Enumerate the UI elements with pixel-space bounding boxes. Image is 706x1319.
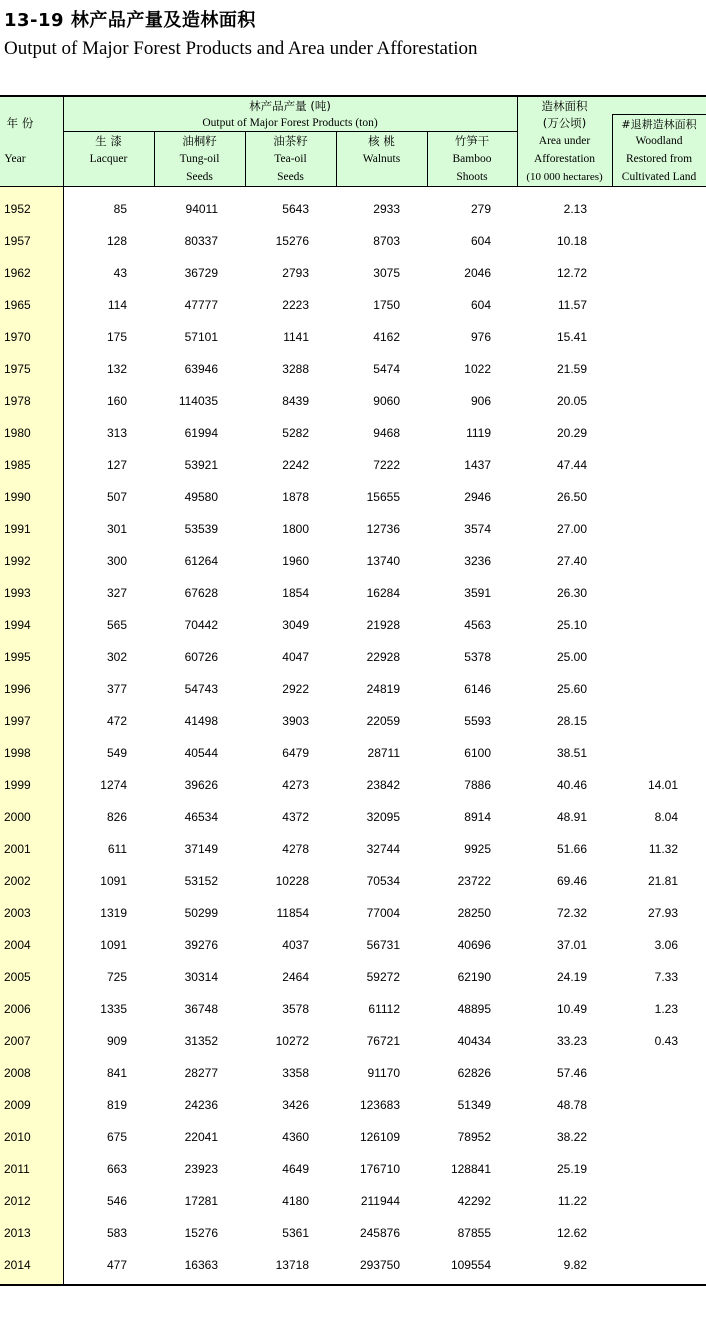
cell-walnut: 16284 bbox=[366, 586, 400, 600]
cell-lacquer: 826 bbox=[106, 810, 127, 824]
cell-woodland: 11.32 bbox=[648, 842, 678, 856]
cell-area: 12.62 bbox=[556, 1226, 587, 1240]
cell-tea: 1960 bbox=[282, 554, 309, 568]
cell-tung: 54743 bbox=[184, 682, 218, 696]
cell-area: 38.22 bbox=[556, 1130, 587, 1144]
cell-tung: 53921 bbox=[184, 458, 218, 472]
cell-walnut: 56731 bbox=[366, 938, 400, 952]
header-bottom-rule bbox=[0, 186, 706, 187]
cell-lacquer: 909 bbox=[106, 1034, 127, 1048]
cell-walnut: 7222 bbox=[373, 458, 400, 472]
cell-bamboo: 279 bbox=[470, 202, 491, 216]
cell-tea: 3358 bbox=[282, 1066, 309, 1080]
row-year: 2010 bbox=[4, 1130, 31, 1144]
cell-walnut: 9060 bbox=[373, 394, 400, 408]
cell-lacquer: 663 bbox=[106, 1162, 127, 1176]
header-bamboo-en1: Bamboo bbox=[452, 153, 492, 165]
cell-walnut: 59272 bbox=[366, 970, 400, 984]
cell-woodland: 8.04 bbox=[654, 810, 678, 824]
cell-woodland: 14.01 bbox=[647, 778, 678, 792]
cell-walnut: 3075 bbox=[373, 266, 400, 280]
cell-tung: 53152 bbox=[184, 874, 218, 888]
cell-bamboo: 42292 bbox=[457, 1194, 491, 1208]
cell-walnut: 91170 bbox=[367, 1066, 400, 1080]
row-year: 1978 bbox=[4, 394, 31, 408]
cell-tung: 22041 bbox=[184, 1130, 218, 1144]
cell-tea: 10228 bbox=[275, 874, 309, 888]
cell-tung: 28277 bbox=[184, 1066, 218, 1080]
header-year-en: Year bbox=[4, 153, 26, 165]
cell-tea: 5361 bbox=[282, 1226, 309, 1240]
cell-bamboo: 3574 bbox=[464, 522, 491, 536]
cell-bamboo: 604 bbox=[470, 234, 491, 248]
row-year: 1952 bbox=[4, 202, 31, 216]
row-year: 1957 bbox=[4, 234, 31, 248]
row-year: 1965 bbox=[4, 298, 31, 312]
row-year: 2012 bbox=[4, 1194, 31, 1208]
cell-tea: 11854 bbox=[276, 906, 309, 920]
cell-woodland: 1.23 bbox=[654, 1002, 678, 1016]
cell-bamboo: 1437 bbox=[464, 458, 491, 472]
cell-tea: 4278 bbox=[282, 842, 309, 856]
cell-tung: 31352 bbox=[184, 1034, 218, 1048]
row-year: 1997 bbox=[4, 714, 31, 728]
cell-bamboo: 976 bbox=[470, 330, 491, 344]
header-woodland-en3: Cultivated Land bbox=[621, 171, 697, 183]
row-year: 2007 bbox=[4, 1034, 31, 1048]
cell-bamboo: 28250 bbox=[457, 906, 491, 920]
cell-tung: 94011 bbox=[185, 202, 218, 216]
cell-walnut: 4162 bbox=[373, 330, 400, 344]
cell-walnut: 70534 bbox=[366, 874, 400, 888]
cell-lacquer: 675 bbox=[106, 1130, 127, 1144]
cell-bamboo: 5378 bbox=[464, 650, 491, 664]
cell-lacquer: 301 bbox=[106, 522, 127, 536]
cell-walnut: 2933 bbox=[373, 202, 400, 216]
cell-bamboo: 3591 bbox=[464, 586, 491, 600]
cell-area: 38.51 bbox=[556, 746, 587, 760]
cell-tea: 4372 bbox=[282, 810, 309, 824]
cell-area: 11.57 bbox=[557, 298, 587, 312]
cell-bamboo: 48895 bbox=[457, 1002, 491, 1016]
cell-bamboo: 128841 bbox=[450, 1162, 491, 1176]
header-lacquer-en: Lacquer bbox=[89, 153, 128, 165]
cell-area: 24.19 bbox=[556, 970, 587, 984]
header-area-unit: (万公顷) bbox=[542, 116, 587, 130]
cell-tea: 15276 bbox=[275, 234, 309, 248]
cell-area: 25.60 bbox=[556, 682, 587, 696]
table-title-cn: 13-19 林产品产量及造林面积 bbox=[4, 10, 256, 31]
cell-tea: 3426 bbox=[282, 1098, 309, 1112]
cell-walnut: 245876 bbox=[359, 1226, 400, 1240]
cell-lacquer: 1319 bbox=[100, 906, 127, 920]
cell-walnut: 32744 bbox=[366, 842, 400, 856]
cell-lacquer: 472 bbox=[106, 714, 127, 728]
cell-area: 10.18 bbox=[556, 234, 587, 248]
divider-woodland-top bbox=[612, 114, 706, 115]
cell-tea: 3578 bbox=[282, 1002, 309, 1016]
cell-tung: 15276 bbox=[184, 1226, 218, 1240]
header-area-cn: 造林面积 bbox=[541, 99, 588, 113]
cell-tung: 39276 bbox=[184, 938, 218, 952]
header-bamboo-cn: 竹笋干 bbox=[454, 134, 490, 148]
cell-tea: 8439 bbox=[282, 394, 309, 408]
row-year: 2001 bbox=[4, 842, 31, 856]
cell-area: 20.05 bbox=[556, 394, 587, 408]
cell-tea: 4037 bbox=[282, 938, 309, 952]
header-area-en1: Area under bbox=[538, 135, 591, 147]
cell-tung: 61994 bbox=[184, 426, 218, 440]
cell-tung: 24236 bbox=[184, 1098, 218, 1112]
cell-walnut: 24819 bbox=[366, 682, 400, 696]
cell-walnut: 13740 bbox=[366, 554, 400, 568]
cell-tung: 39626 bbox=[184, 778, 218, 792]
header-tung-en1: Tung-oil bbox=[179, 153, 220, 165]
cell-area: 25.10 bbox=[556, 618, 587, 632]
cell-lacquer: 507 bbox=[106, 490, 127, 504]
cell-woodland: 0.43 bbox=[654, 1034, 678, 1048]
header-woodland-cn: #退耕造林面积 bbox=[621, 118, 697, 131]
cell-tung: 53539 bbox=[184, 522, 218, 536]
cell-tea: 4180 bbox=[282, 1194, 309, 1208]
cell-tea: 13718 bbox=[275, 1258, 309, 1272]
cell-tea: 2464 bbox=[282, 970, 309, 984]
cell-bamboo: 78952 bbox=[457, 1130, 491, 1144]
cell-area: 15.41 bbox=[556, 330, 587, 344]
cell-tea: 3903 bbox=[282, 714, 309, 728]
row-year: 1992 bbox=[4, 554, 31, 568]
cell-tea: 1854 bbox=[282, 586, 309, 600]
header-group-en: Output of Major Forest Products (ton) bbox=[202, 117, 378, 129]
cell-walnut: 21928 bbox=[366, 618, 400, 632]
cell-tung: 16363 bbox=[184, 1258, 218, 1272]
header-area-en2: Afforestation bbox=[533, 153, 596, 165]
row-year: 2002 bbox=[4, 874, 31, 888]
header-tea-cn: 油茶籽 bbox=[273, 134, 308, 148]
cell-lacquer: 565 bbox=[106, 618, 127, 632]
cell-lacquer: 300 bbox=[106, 554, 127, 568]
cell-walnut: 211944 bbox=[360, 1194, 400, 1208]
row-year: 1994 bbox=[4, 618, 31, 632]
cell-lacquer: 132 bbox=[106, 362, 127, 376]
cell-lacquer: 43 bbox=[113, 266, 127, 280]
header-walnut-cn: 核 桃 bbox=[368, 134, 395, 148]
cell-area: 9.82 bbox=[563, 1258, 587, 1272]
cell-area: 47.44 bbox=[556, 458, 587, 472]
cell-lacquer: 611 bbox=[107, 842, 127, 856]
cell-walnut: 8703 bbox=[373, 234, 400, 248]
cell-area: 25.19 bbox=[556, 1162, 587, 1176]
cell-bamboo: 23722 bbox=[457, 874, 491, 888]
cell-lacquer: 1091 bbox=[100, 938, 127, 952]
row-year: 1995 bbox=[4, 650, 31, 664]
cell-walnut: 23842 bbox=[366, 778, 400, 792]
cell-tea: 3288 bbox=[282, 362, 309, 376]
cell-walnut: 32095 bbox=[366, 810, 400, 824]
cell-tung: 63946 bbox=[184, 362, 218, 376]
cell-bamboo: 604 bbox=[470, 298, 491, 312]
cell-area: 12.72 bbox=[556, 266, 587, 280]
row-year: 2004 bbox=[4, 938, 31, 952]
cell-walnut: 28711 bbox=[367, 746, 400, 760]
cell-walnut: 126109 bbox=[359, 1130, 400, 1144]
cell-lacquer: 583 bbox=[106, 1226, 127, 1240]
header-tung-en2: Seeds bbox=[186, 171, 213, 183]
cell-tung: 46534 bbox=[184, 810, 218, 824]
cell-lacquer: 160 bbox=[106, 394, 127, 408]
cell-lacquer: 546 bbox=[106, 1194, 127, 1208]
cell-lacquer: 725 bbox=[106, 970, 127, 984]
cell-bamboo: 9925 bbox=[464, 842, 491, 856]
cell-area: 21.59 bbox=[556, 362, 587, 376]
cell-bamboo: 6146 bbox=[464, 682, 491, 696]
header-area-en3: (10 000 hectares) bbox=[526, 171, 603, 183]
cell-bamboo: 4563 bbox=[464, 618, 491, 632]
cell-walnut: 9468 bbox=[373, 426, 400, 440]
cell-tung: 23923 bbox=[184, 1162, 218, 1176]
row-year: 1996 bbox=[4, 682, 31, 696]
year-column-background bbox=[0, 187, 63, 1284]
cell-lacquer: 1274 bbox=[100, 778, 127, 792]
row-year: 2006 bbox=[4, 1002, 31, 1016]
cell-lacquer: 377 bbox=[106, 682, 127, 696]
cell-area: 28.15 bbox=[556, 714, 587, 728]
cell-lacquer: 313 bbox=[106, 426, 127, 440]
cell-lacquer: 85 bbox=[113, 202, 127, 216]
cell-tea: 2922 bbox=[282, 682, 309, 696]
cell-bamboo: 8914 bbox=[464, 810, 491, 824]
header-tea-en2: Seeds bbox=[277, 171, 304, 183]
cell-lacquer: 128 bbox=[106, 234, 127, 248]
row-year: 1980 bbox=[4, 426, 31, 440]
cell-bamboo: 1022 bbox=[464, 362, 491, 376]
row-year: 1991 bbox=[4, 522, 31, 536]
table-title-en: Output of Major Forest Products and Area under Afforestation bbox=[4, 38, 478, 59]
cell-lacquer: 1091 bbox=[100, 874, 127, 888]
cell-tea: 10272 bbox=[275, 1034, 309, 1048]
cell-bamboo: 40434 bbox=[457, 1034, 491, 1048]
cell-walnut: 22059 bbox=[366, 714, 400, 728]
cell-bamboo: 1119 bbox=[466, 426, 491, 440]
header-woodland-en2: Restored from bbox=[625, 153, 693, 165]
cell-area: 37.01 bbox=[556, 938, 587, 952]
cell-walnut: 12736 bbox=[366, 522, 400, 536]
cell-tea: 6479 bbox=[282, 746, 309, 760]
row-year: 2013 bbox=[4, 1226, 31, 1240]
cell-bamboo: 62190 bbox=[457, 970, 491, 984]
row-year: 2000 bbox=[4, 810, 31, 824]
cell-tea: 5643 bbox=[282, 202, 309, 216]
cell-tea: 4360 bbox=[282, 1130, 309, 1144]
cell-bamboo: 3236 bbox=[464, 554, 491, 568]
cell-tung: 40544 bbox=[184, 746, 218, 760]
header-year-cn: 年 份 bbox=[6, 116, 34, 130]
cell-walnut: 176710 bbox=[359, 1162, 400, 1176]
cell-area: 27.00 bbox=[556, 522, 587, 536]
cell-area: 11.22 bbox=[557, 1194, 587, 1208]
cell-lacquer: 819 bbox=[106, 1098, 127, 1112]
cell-lacquer: 302 bbox=[106, 650, 127, 664]
header-tung-cn: 油桐籽 bbox=[182, 134, 217, 148]
cell-walnut: 123683 bbox=[359, 1098, 400, 1112]
row-year: 1975 bbox=[4, 362, 31, 376]
header-bamboo-en2: Shoots bbox=[456, 171, 488, 183]
row-year: 2005 bbox=[4, 970, 31, 984]
row-year: 1998 bbox=[4, 746, 31, 760]
cell-tung: 67628 bbox=[184, 586, 218, 600]
cell-woodland: 21.81 bbox=[647, 874, 678, 888]
row-year: 1990 bbox=[4, 490, 31, 504]
cell-bamboo: 62826 bbox=[457, 1066, 491, 1080]
header-lacquer-cn: 生 漆 bbox=[95, 134, 122, 148]
header-tea-en1: Tea-oil bbox=[274, 153, 307, 165]
cell-woodland: 27.93 bbox=[647, 906, 678, 920]
row-year: 1970 bbox=[4, 330, 31, 344]
cell-tea: 1878 bbox=[282, 490, 309, 504]
cell-tea: 4273 bbox=[282, 778, 309, 792]
cell-bamboo: 109554 bbox=[450, 1258, 491, 1272]
bottom-rule bbox=[0, 1284, 706, 1286]
cell-tung: 49580 bbox=[184, 490, 218, 504]
header-walnut-en: Walnuts bbox=[362, 153, 401, 165]
cell-area: 2.13 bbox=[563, 202, 587, 216]
cell-walnut: 22928 bbox=[366, 650, 400, 664]
cell-bamboo: 87855 bbox=[457, 1226, 491, 1240]
cell-area: 51.66 bbox=[556, 842, 587, 856]
row-year: 1985 bbox=[4, 458, 31, 472]
cell-tung: 30314 bbox=[184, 970, 218, 984]
cell-lacquer: 549 bbox=[106, 746, 127, 760]
cell-bamboo: 5593 bbox=[464, 714, 491, 728]
cell-tung: 114035 bbox=[178, 394, 218, 408]
cell-tung: 50299 bbox=[184, 906, 218, 920]
cell-tung: 57101 bbox=[184, 330, 218, 344]
cell-tea: 5282 bbox=[282, 426, 309, 440]
cell-bamboo: 7886 bbox=[464, 778, 491, 792]
cell-lacquer: 1335 bbox=[100, 1002, 127, 1016]
cell-area: 33.23 bbox=[556, 1034, 587, 1048]
cell-lacquer: 841 bbox=[106, 1066, 127, 1080]
row-year: 1962 bbox=[4, 266, 31, 280]
cell-bamboo: 2946 bbox=[464, 490, 491, 504]
cell-tung: 47777 bbox=[184, 298, 218, 312]
cell-area: 72.32 bbox=[556, 906, 587, 920]
cell-tung: 60726 bbox=[184, 650, 218, 664]
cell-walnut: 15655 bbox=[366, 490, 400, 504]
cell-walnut: 293750 bbox=[359, 1258, 400, 1272]
row-year: 1993 bbox=[4, 586, 31, 600]
cell-tung: 80337 bbox=[184, 234, 218, 248]
cell-lacquer: 477 bbox=[106, 1258, 127, 1272]
cell-walnut: 1750 bbox=[373, 298, 400, 312]
cell-walnut: 77004 bbox=[366, 906, 400, 920]
cell-area: 27.40 bbox=[556, 554, 587, 568]
cell-walnut: 76721 bbox=[366, 1034, 400, 1048]
cell-lacquer: 127 bbox=[106, 458, 127, 472]
cell-area: 48.91 bbox=[556, 810, 587, 824]
cell-tung: 37149 bbox=[184, 842, 218, 856]
cell-bamboo: 40696 bbox=[457, 938, 491, 952]
cell-lacquer: 327 bbox=[106, 586, 127, 600]
cell-tea: 2793 bbox=[282, 266, 309, 280]
cell-lacquer: 175 bbox=[106, 330, 127, 344]
cell-tung: 41498 bbox=[184, 714, 218, 728]
cell-woodland: 3.06 bbox=[654, 938, 678, 952]
row-year: 1999 bbox=[4, 778, 31, 792]
header-group-cn: 林产品产量 (吨) bbox=[249, 99, 331, 113]
cell-tung: 17281 bbox=[184, 1194, 218, 1208]
cell-area: 26.50 bbox=[556, 490, 587, 504]
cell-tea: 4649 bbox=[282, 1162, 309, 1176]
cell-tea: 1141 bbox=[283, 330, 309, 344]
row-year: 2011 bbox=[4, 1162, 30, 1176]
cell-tung: 36748 bbox=[184, 1002, 218, 1016]
row-year: 2003 bbox=[4, 906, 31, 920]
cell-walnut: 5474 bbox=[373, 362, 400, 376]
cell-woodland: 7.33 bbox=[654, 970, 678, 984]
cell-tung: 61264 bbox=[184, 554, 218, 568]
cell-bamboo: 2046 bbox=[464, 266, 491, 280]
row-year: 2009 bbox=[4, 1098, 31, 1112]
cell-tea: 2242 bbox=[282, 458, 309, 472]
cell-area: 69.46 bbox=[556, 874, 587, 888]
cell-tea: 3049 bbox=[282, 618, 309, 632]
header-woodland-en1: Woodland bbox=[635, 135, 683, 147]
cell-bamboo: 51349 bbox=[457, 1098, 491, 1112]
cell-tung: 70442 bbox=[184, 618, 218, 632]
row-year: 2014 bbox=[4, 1258, 31, 1272]
cell-tea: 1800 bbox=[282, 522, 309, 536]
cell-area: 48.78 bbox=[556, 1098, 587, 1112]
cell-bamboo: 906 bbox=[470, 394, 491, 408]
cell-area: 25.00 bbox=[556, 650, 587, 664]
cell-lacquer: 114 bbox=[107, 298, 127, 312]
cell-area: 40.46 bbox=[556, 778, 587, 792]
row-year: 2008 bbox=[4, 1066, 31, 1080]
cell-tea: 2223 bbox=[282, 298, 309, 312]
cell-tung: 36729 bbox=[184, 266, 218, 280]
cell-tea: 4047 bbox=[282, 650, 309, 664]
cell-area: 26.30 bbox=[556, 586, 587, 600]
cell-area: 10.49 bbox=[556, 1002, 587, 1016]
cell-area: 20.29 bbox=[556, 426, 587, 440]
cell-area: 57.46 bbox=[556, 1066, 587, 1080]
cell-bamboo: 6100 bbox=[464, 746, 491, 760]
cell-walnut: 61112 bbox=[368, 1002, 400, 1016]
